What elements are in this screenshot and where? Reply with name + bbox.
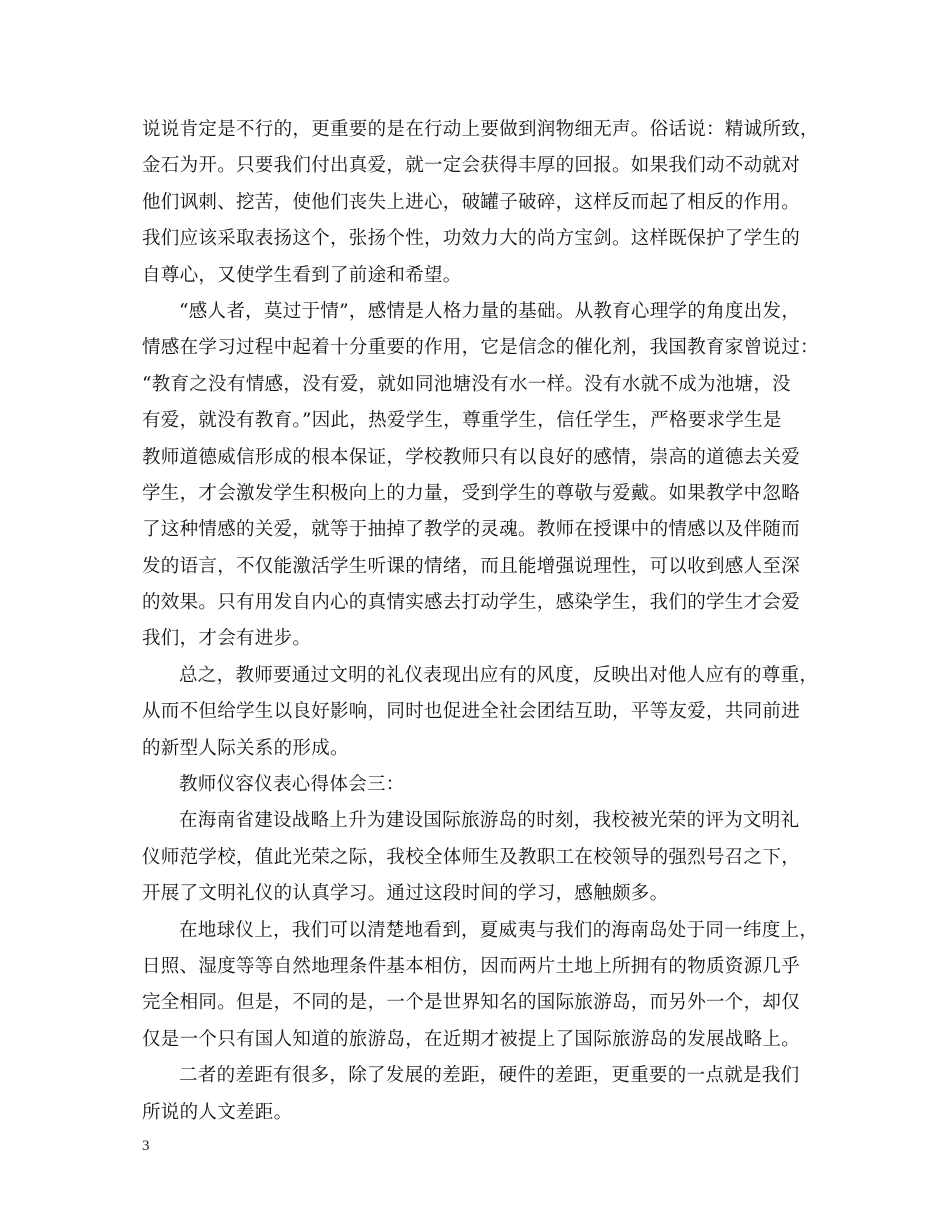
text-line: 仪师范学校，值此光荣之际，我校全体师生及教职工在校领导的强烈号召之下， <box>142 846 801 868</box>
paragraph-conclusion <box>142 658 832 767</box>
text-line: 说说肯定是不行的，更重要的是在行动上要做到润物细无声。俗话说：精诚所致， <box>142 119 819 140</box>
text-line: 我们应该采取表扬这个，张扬个性，功效力大的尚方宝剑。这样既保护了学生的 <box>142 228 801 250</box>
text-line: 教师道德威信形成的根本保证，学校教师只有以良好的感情，崇高的道德去关爱 <box>142 446 801 468</box>
text-line: 金石为开。只要我们付出真爱，就一定会获得丰厚的回报。如果我们动不动就对 <box>142 155 801 177</box>
text-line: 在海南省建设战略上升为建设国际旅游岛的时刻，我校被光荣的评为文明礼 <box>179 810 800 832</box>
page-number: 3 <box>142 1138 150 1154</box>
paragraph-globe <box>142 913 832 1059</box>
text-line: 了这种情感的关爱，就等于抽掉了教学的灵魂。教师在授课中的情感以及伴随而 <box>142 519 801 541</box>
text-line: 从而不但给学生以良好影响，同时也促进全社会团结互助，平等友爱，共同前进 <box>142 701 801 723</box>
text-line: 的效果。只有用发自内心的真情实感去打动学生，感染学生，我们的学生才会爱 <box>142 592 801 614</box>
text-line: 有爱，就没有教育。”因此，热爱学生，尊重学生，信任学生，严格要求学生是 <box>142 410 782 432</box>
text-line: 情感在学习过程中起着十分重要的作用，它是信念的催化剂，我国教育家曾说过： <box>142 337 819 359</box>
paragraph-hainan <box>142 803 832 912</box>
paragraph-gap <box>142 1058 832 1131</box>
text-line: 学生，才会激发学生积极向上的力量，受到学生的尊敬与爱戴。如果教学中忽略 <box>142 482 801 504</box>
text-line: 所说的人文差距。 <box>142 1101 293 1123</box>
text-line: 二者的差距有很多，除了发展的差距，硬件的差距，更重要的一点就是我们 <box>179 1065 800 1087</box>
section-heading <box>142 767 832 803</box>
text-line: 我们，才会有进步。 <box>142 628 312 650</box>
text-line: 完全相同。但是，不同的是，一个是世界知名的国际旅游岛，而另外一个，却仅 <box>142 992 801 1014</box>
text-line: 的新型人际关系的形成。 <box>142 737 349 759</box>
text-line: 仅是一个只有国人知道的旅游岛，在近期才被提上了国际旅游岛的发展战略上。 <box>142 1028 801 1050</box>
text-line: 在地球仪上，我们可以清楚地看到，夏威夷与我们的海南岛处于同一纬度上， <box>179 919 819 941</box>
text-line: 他们讽刺、挖苦，使他们丧失上进心，破罐子破碎，这样反而起了相反的作用。 <box>142 191 801 213</box>
text-line: 日照、湿度等等自然地理条件基本相仿，因而两片土地上所拥有的物质资源几乎 <box>142 955 801 977</box>
body-text <box>142 112 832 1131</box>
text-line: 自尊心，又使学生看到了前途和希望。 <box>142 264 462 286</box>
text-line: 总之，教师要通过文明的礼仪表现出应有的风度，反映出对他人应有的尊重， <box>179 664 819 686</box>
paragraph-continued <box>142 112 832 294</box>
text-line: 发的语言，不仅能激活学生听课的情绪，而且能增强说理性，可以收到感人至深 <box>142 555 801 577</box>
text-line: “感人者，莫过于情”，感情是人格力量的基础。从教育心理学的角度出发， <box>179 300 801 322</box>
paragraph-emotion <box>142 294 832 658</box>
text-line: “教育之没有情感，没有爱，就如同池塘没有水一样。没有水就不成为池塘，没 <box>142 373 791 395</box>
text-line: 开展了文明礼仪的认真学习。通过这段时间的学习，感触颇多。 <box>142 883 669 905</box>
heading-line: 教师仪容仪表心得体会三： <box>179 774 405 796</box>
